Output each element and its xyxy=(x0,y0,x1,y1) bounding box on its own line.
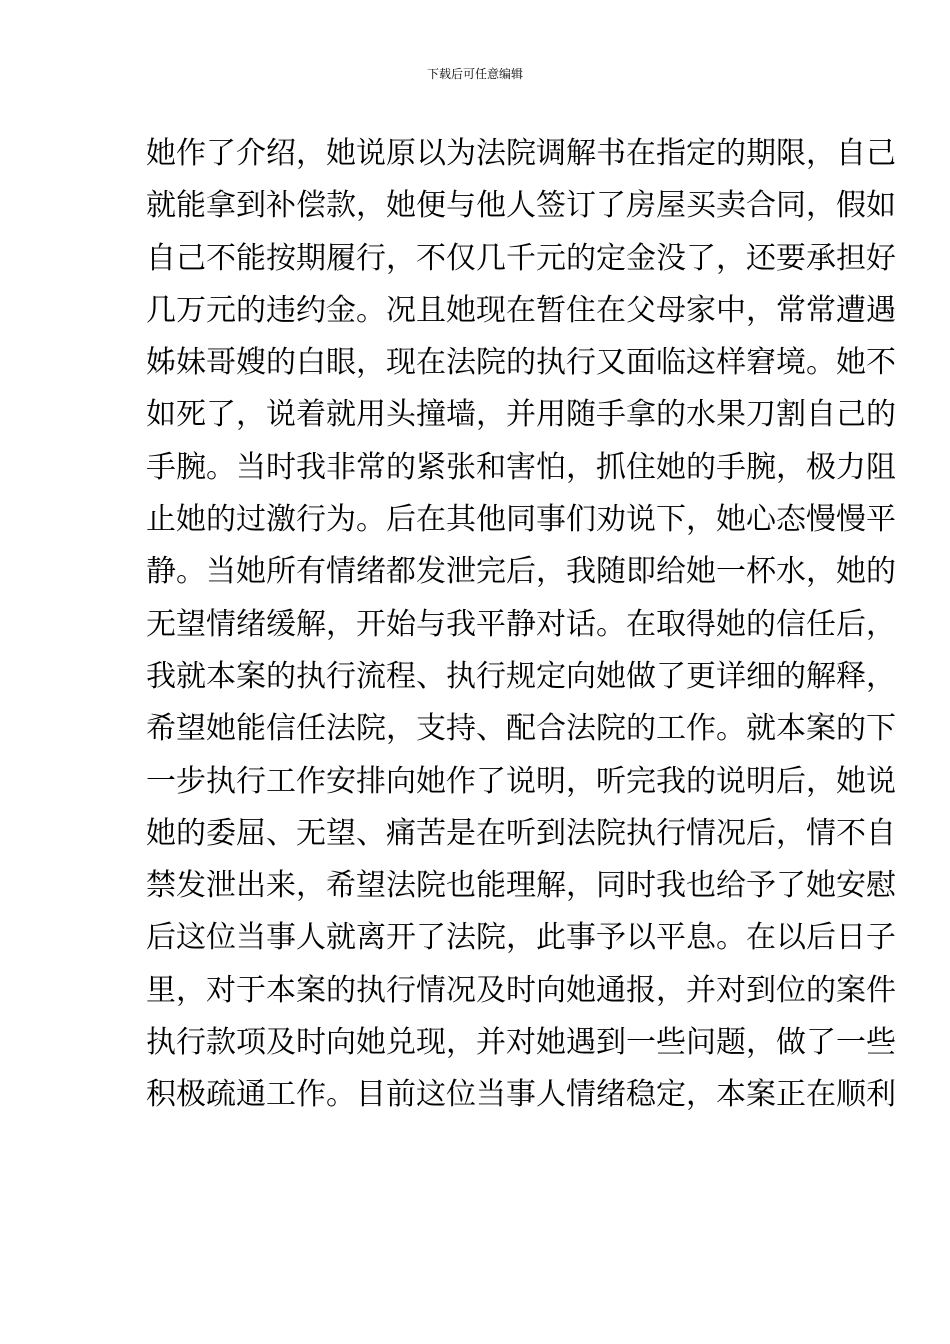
body-text xyxy=(146,128,896,1122)
text-line: 积极疏通工作。目前这位当事人情绪稳定，本案正在顺利 xyxy=(146,1077,896,1113)
text-line: 执行款项及时向她兑现，并对她遇到一些问题，做了一些 xyxy=(146,1025,896,1061)
text-line: 手腕。当时我非常的紧张和害怕，抓住她的手腕，极力阻 xyxy=(146,449,896,485)
page-header: 下载后可任意编辑 xyxy=(426,67,523,81)
text-line: 里，对于本案的执行情况及时向她通报，并对到位的案件 xyxy=(146,972,896,1008)
text-line: 无望情绪缓解，开始与我平静对话。在取得她的信任后， xyxy=(146,606,896,642)
text-line: 她作了介绍，她说原以为法院调解书在指定的期限，自己 xyxy=(146,136,896,171)
text-line: 后这位当事人就离开了法院，此事予以平息。在以后日子 xyxy=(146,920,896,956)
text-line: 自己不能按期履行，不仅几千元的定金没了，还要承担好 xyxy=(146,240,896,276)
text-line: 希望她能信任法院，支持、配合法院的工作。就本案的下 xyxy=(146,711,896,747)
text-line: 我就本案的执行流程、执行规定向她做了更详细的解释， xyxy=(146,658,896,694)
text-line: 一步执行工作安排向她作了说明，听完我的说明后，她说 xyxy=(146,763,896,799)
text-line: 几万元的违约金。况且她现在暂住在父母家中，常常遭遇 xyxy=(146,292,896,328)
text-line: 如死了，说着就用头撞墙，并用随手拿的水果刀割自己的 xyxy=(146,397,896,433)
text-line: 禁发泄出来，希望法院也能理解，同时我也给予了她安慰 xyxy=(146,868,896,904)
text-line: 静。当她所有情绪都发泄完后，我随即给她一杯水，她的 xyxy=(146,554,896,590)
text-line: 她的委屈、无望、痛苦是在听到法院执行情况后，情不自 xyxy=(146,815,896,851)
text-line: 就能拿到补偿款，她便与他人签订了房屋买卖合同，假如 xyxy=(146,188,896,224)
text-line: 姊妹哥嫂的白眼，现在法院的执行又面临这样窘境。她不 xyxy=(146,345,896,381)
text-line: 止她的过激行为。后在其他同事们劝说下，她心态慢慢平 xyxy=(146,502,896,538)
